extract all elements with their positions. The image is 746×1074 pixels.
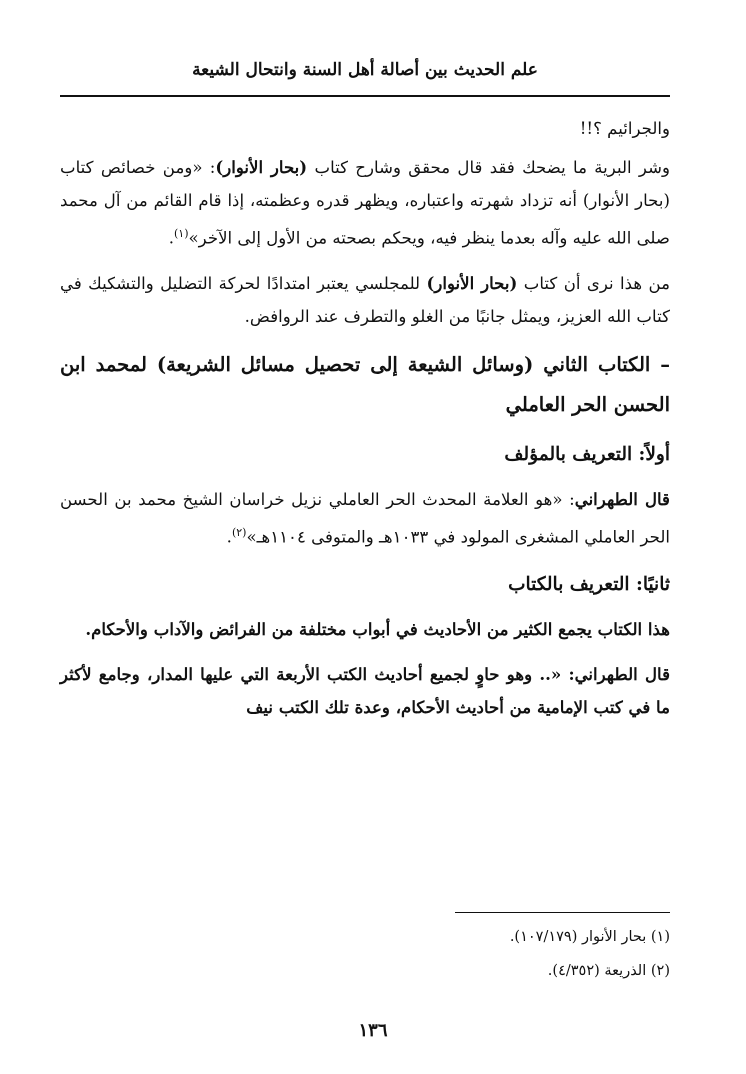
page-number: ١٣٦ bbox=[358, 1020, 388, 1041]
paragraph-6 bbox=[60, 658, 670, 724]
footnote-2: (٢) الذريعة (٤/٣٥٢). bbox=[547, 963, 670, 979]
paragraph-5: هذا الكتاب يجمع الكثير من الأحاديث في أبواب مختلفة من الفرائض والآداب والأحكام. bbox=[85, 619, 670, 640]
footnote-divider bbox=[455, 912, 670, 913]
paragraph-4-quote: : «هو العلامة المحدث الحر العاملي نزيل خراسان الشيخ محمد بن الحسن الحر العاملي المشغرى المولود في ١٠٣٣هـ والمتوفى ١١٠٤هـ» bbox=[60, 489, 670, 547]
paragraph-3-book-title: (بحار الأنوار) bbox=[426, 272, 518, 293]
footnote-1: (١) بحار الأنوار (١٠٧/١٧٩). bbox=[509, 929, 670, 945]
main-text bbox=[60, 112, 670, 736]
subheading-author: أولاً: التعريف بالمؤلف bbox=[504, 443, 670, 465]
subheading-book: ثانيًا: التعريف بالكتاب bbox=[508, 574, 670, 596]
paragraph-6-speaker: قال الطهراني bbox=[574, 664, 670, 685]
header-divider bbox=[60, 95, 670, 97]
paragraph-2-text-c: : «ومن خصائص كتاب (بحار الأنوار) أنه تزداد شهرته واعتباره، ويظهر قدره وعظمته، إذا قام القائم من آل محمد صلى الله عليه وآله بعدما ينظر فيه، ويحكم بصحته من الأول إلى الآخر» bbox=[60, 158, 670, 248]
paragraph-1: والجرائيم ؟!! bbox=[579, 119, 670, 138]
footnote-ref-1: (١) bbox=[174, 227, 189, 240]
paragraph-2 bbox=[60, 151, 670, 255]
running-header: علم الحديث بين أصالة أهل السنة وانتحال الشيعة bbox=[192, 60, 538, 80]
paragraph-4 bbox=[60, 483, 670, 554]
paragraph-3-text-a: من هذا نرى أن كتاب bbox=[517, 273, 670, 293]
paragraph-6-quote: : «.. وهو حاوٍ لجميع أحاديث الكتب الأربعة التي عليها المدار، وجامع لأكثر ما في كتب الإمامية من أحاديث الأحكام، وعدة تلك الكتب نيف bbox=[60, 664, 670, 718]
paragraph-4-end: . bbox=[226, 527, 232, 547]
footnotes bbox=[60, 920, 670, 988]
paragraph-2-book-title: (بحار الأنوار) bbox=[215, 157, 308, 177]
paragraph-2-text-a: وشر البرية ما يضحك فقد قال محقق وشارح كتاب bbox=[307, 158, 670, 177]
paragraph-4-speaker: قال الطهراني bbox=[574, 488, 670, 509]
paragraph-2-end: . bbox=[168, 228, 174, 248]
paragraph-3 bbox=[60, 267, 670, 333]
footnote-ref-2: (٢) bbox=[231, 525, 247, 539]
section-heading-second-book: – الكتاب الثاني (وسائل الشيعة إلى تحصيل مسائل الشريعة) لمحمد ابن الحسن الحر العاملي bbox=[60, 352, 670, 416]
paragraph-3-text-c: للمجلسي يعتبر امتدادًا لحركة التضليل والتشكيك في كتاب الله العزيز، ويمثل جانبًا من الغلو والتطرف عند الروافض. bbox=[60, 273, 670, 326]
